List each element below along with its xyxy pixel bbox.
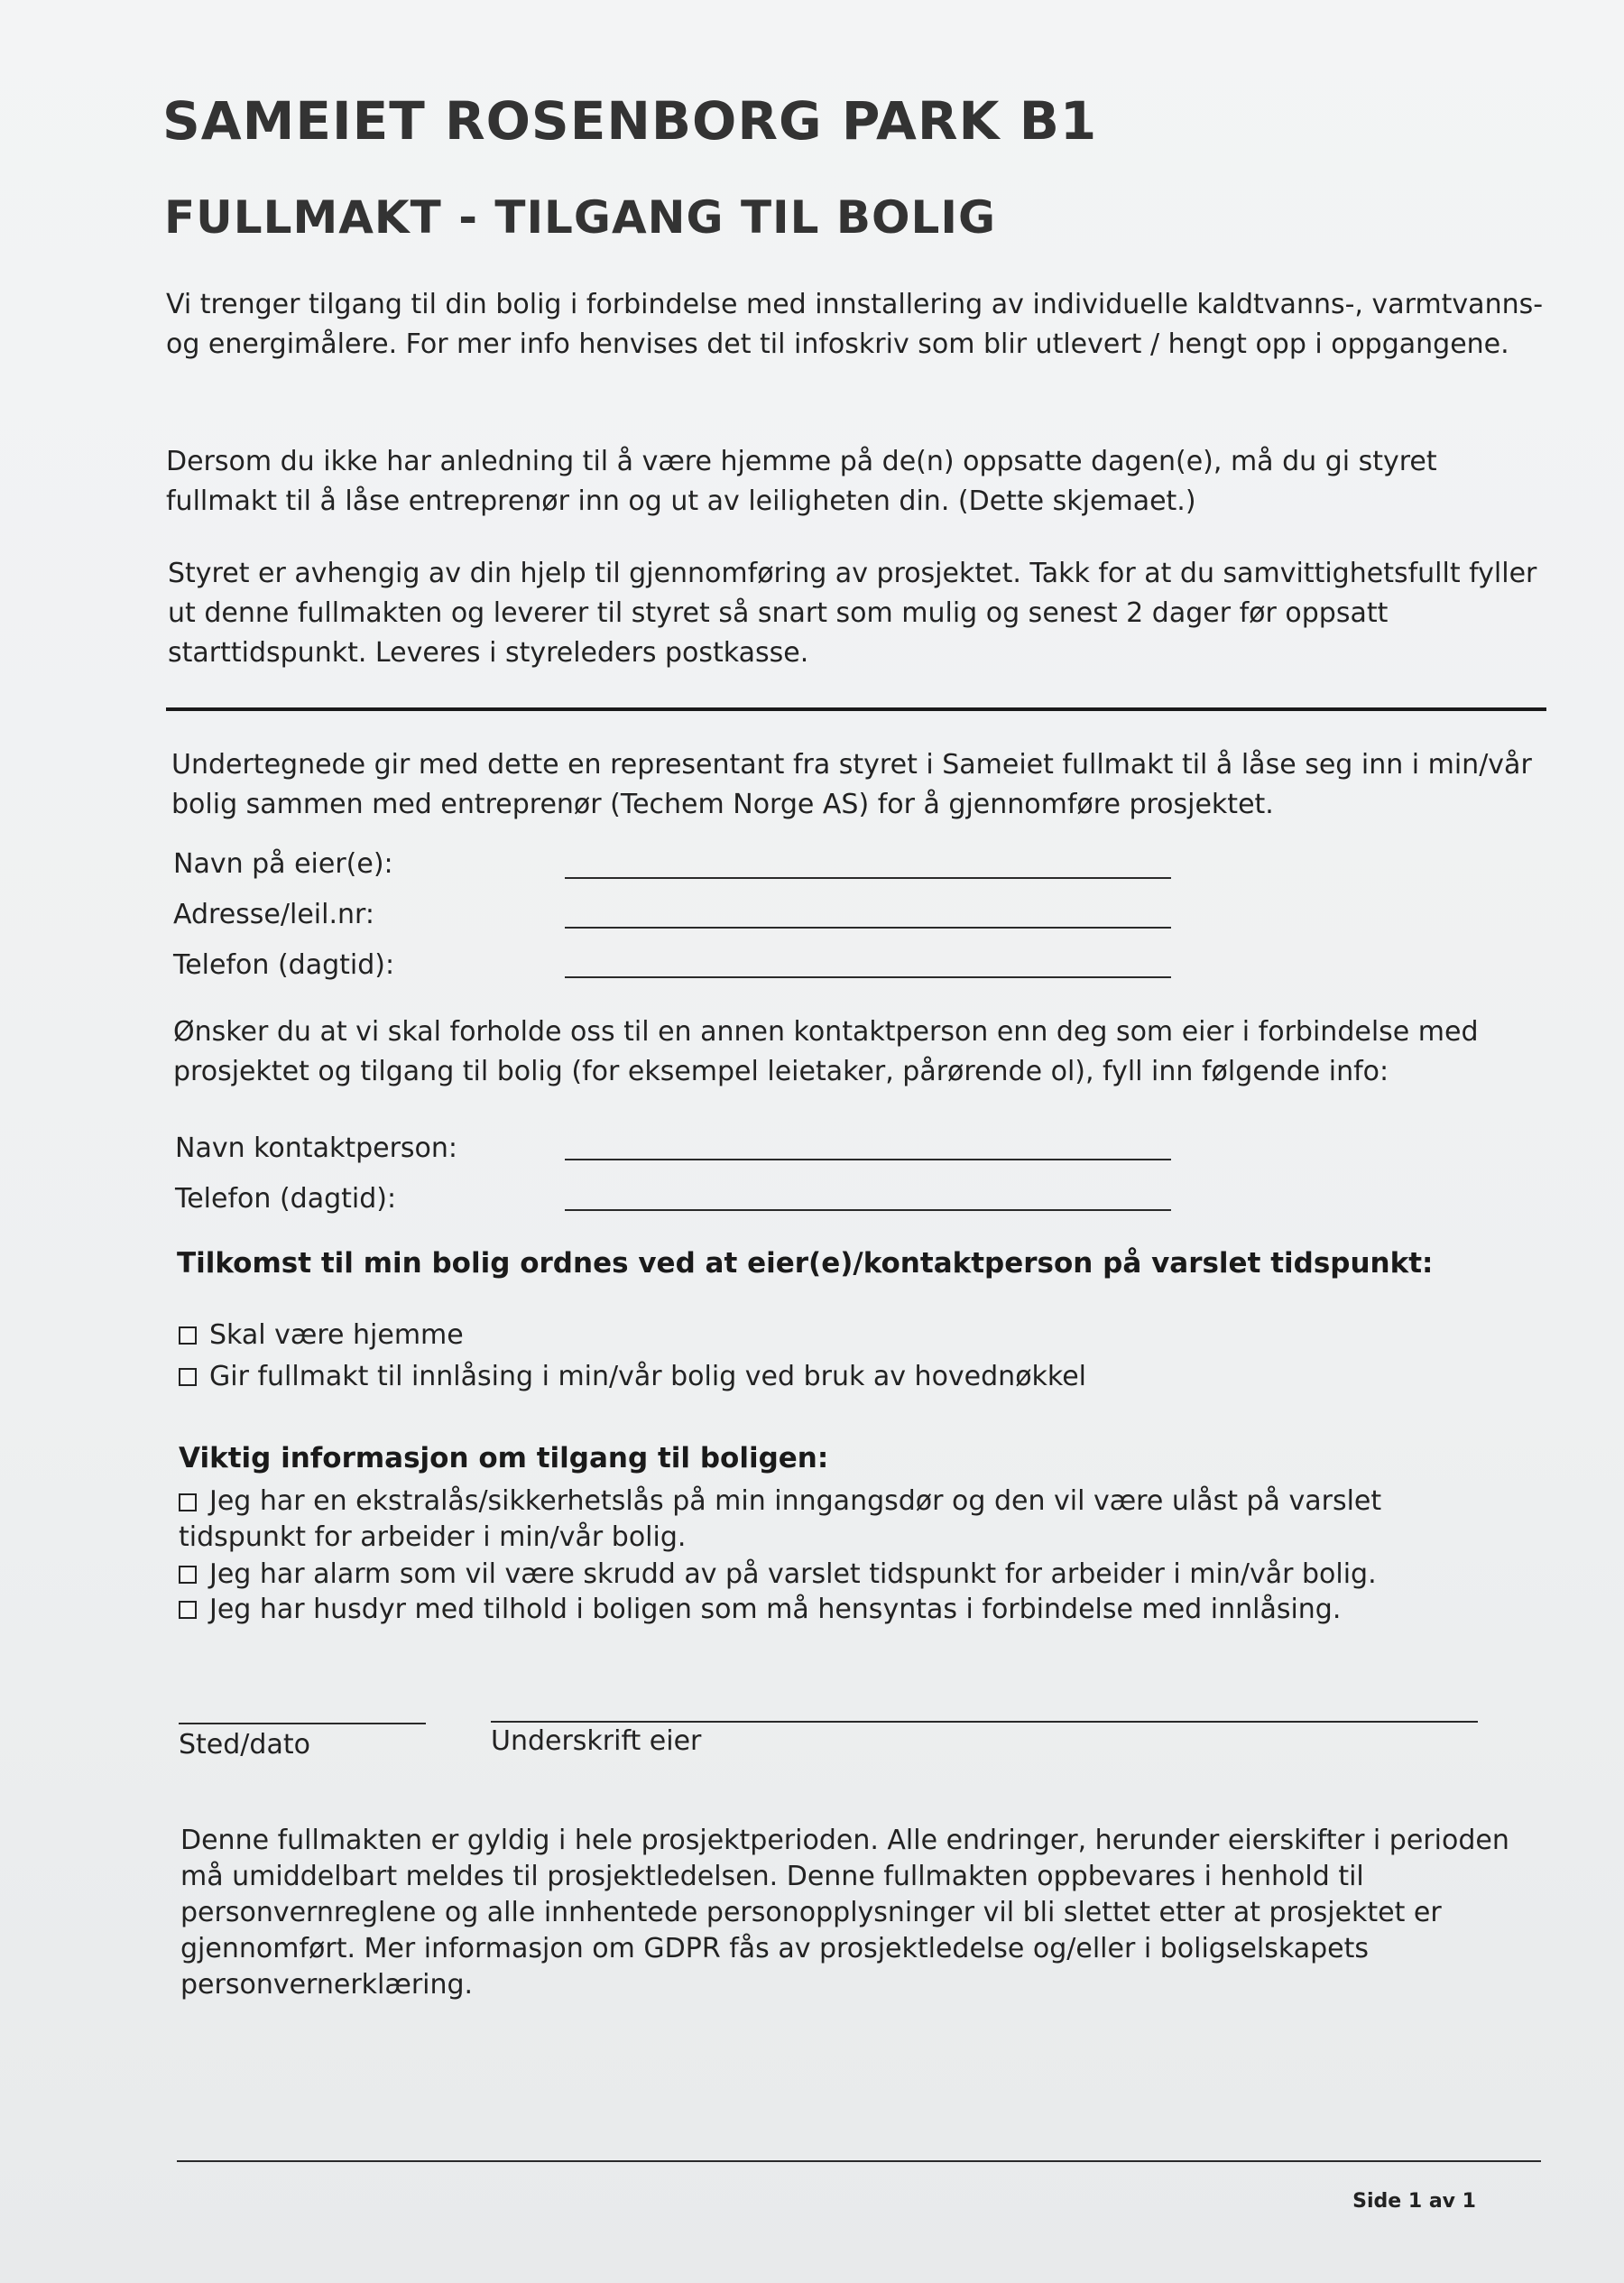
- page-number: Side 1 av 1: [1352, 2190, 1476, 2213]
- form-intro: Undertegnede gir med dette en representant fra styret i Sameiet fullmakt til å låse seg inn i min/vår bolig sammen med entreprenør (Techem Norge AS) for å gjennomføre prosjektet.: [171, 749, 1532, 820]
- important-item-label: Jeg har husdyr med tilhold i boligen som må hensyntas i forbindelse med innlåsing.: [209, 1594, 1342, 1625]
- intro-paragraph-3: Styret er avhengig av din hjelp til gjennomføring av prosjektet. Takk for at du samvittighetsfullt fyller ut denne fullmakten og leverer til styret så snart som mulig og senest 2 dager før oppsatt starttidspunkt. Leveres i styreleders postkasse.: [168, 558, 1537, 669]
- important-item-label: Jeg har en ekstralås/sikkerhetslås på min inngangsdør og den vil være ulåst på varslet tidspunkt for arbeider i min/vår bolig.: [179, 1485, 1382, 1553]
- contact-intro: Ønsker du at vi skal forholde oss til en annen kontaktperson enn deg som eier i forbindelse med prosjektet og tilgang til bolig (for eksempel leietaker, pårørende ol), fyll inn følgende info:: [173, 1016, 1479, 1087]
- important-item-extra-lock[interactable]: [179, 1483, 1478, 1556]
- section-divider: [166, 707, 1546, 711]
- contact-name-label: Navn kontaktperson:: [175, 1132, 458, 1164]
- address-label: Adresse/leil.nr:: [173, 899, 374, 930]
- important-item-pets[interactable]: [179, 1594, 1341, 1625]
- place-date-label: Sted/dato: [179, 1729, 310, 1761]
- intro-paragraph-1: Vi trenger tilgang til din bolig i forbindelse med innstallering av individuelle kaldtvanns-, varmtvanns- og energimålere. For mer info henvises det til infoskriv som blir utlevert / hengt opp i oppgangene.: [166, 289, 1544, 360]
- footer-divider: [177, 2160, 1541, 2162]
- contact-phone-label: Telefon (dagtid):: [175, 1183, 397, 1215]
- owner-name-field[interactable]: [565, 877, 1171, 879]
- phone-label: Telefon (dagtid):: [173, 949, 395, 981]
- access-option-home[interactable]: [179, 1319, 464, 1351]
- important-item-alarm[interactable]: [179, 1558, 1377, 1590]
- phone-field[interactable]: [565, 976, 1171, 978]
- address-field[interactable]: [565, 927, 1171, 929]
- footer-note: Denne fullmakten er gyldig i hele prosjektperioden. Alle endringer, herunder eierskifter i perioden må umiddelbart meldes til prosjektledelsen. Denne fullmakten oppbevares i henhold til personvernreglene og alle innhentede personopplysninger vil bli slettet etter at prosjektet er gjennomført. Mer informasjon om GDPR fås av prosjektledelse og/eller i boligselskapets personvernerklæring.: [180, 1825, 1509, 2001]
- page-subtitle: FULLMAKT - TILGANG TIL BOLIG: [164, 191, 997, 244]
- checkbox-icon[interactable]: [179, 1601, 197, 1619]
- signature-field[interactable]: [491, 1721, 1478, 1723]
- contact-name-field[interactable]: [565, 1159, 1171, 1160]
- checkbox-icon[interactable]: [179, 1566, 197, 1584]
- place-date-field[interactable]: [179, 1723, 426, 1724]
- signature-label: Underskrift eier: [491, 1725, 702, 1757]
- access-option-label: Skal være hjemme: [209, 1319, 464, 1351]
- page-title: SAMEIET ROSENBORG PARK B1: [162, 90, 1098, 152]
- important-item-label: Jeg har alarm som vil være skrudd av på varslet tidspunkt for arbeider i min/vår bolig.: [209, 1558, 1377, 1590]
- contact-phone-field[interactable]: [565, 1209, 1171, 1211]
- intro-paragraph-2: Dersom du ikke har anledning til å være hjemme på de(n) oppsatte dagen(e), må du gi styret fullmakt til å låse entreprenør inn og ut av leiligheten din. (Dette skjemaet.): [166, 446, 1437, 517]
- checkbox-icon[interactable]: [179, 1368, 197, 1386]
- owner-name-label: Navn på eier(e):: [173, 848, 393, 880]
- important-heading: Viktig informasjon om tilgang til boligen:: [179, 1442, 829, 1474]
- checkbox-icon[interactable]: [179, 1326, 197, 1345]
- access-option-master-key[interactable]: [179, 1361, 1086, 1392]
- access-option-label: Gir fullmakt til innlåsing i min/vår bolig ved bruk av hovednøkkel: [209, 1361, 1087, 1392]
- access-heading: Tilkomst til min bolig ordnes ved at eier(e)/kontaktperson på varslet tidspunkt:: [177, 1247, 1434, 1280]
- checkbox-icon[interactable]: [179, 1493, 197, 1511]
